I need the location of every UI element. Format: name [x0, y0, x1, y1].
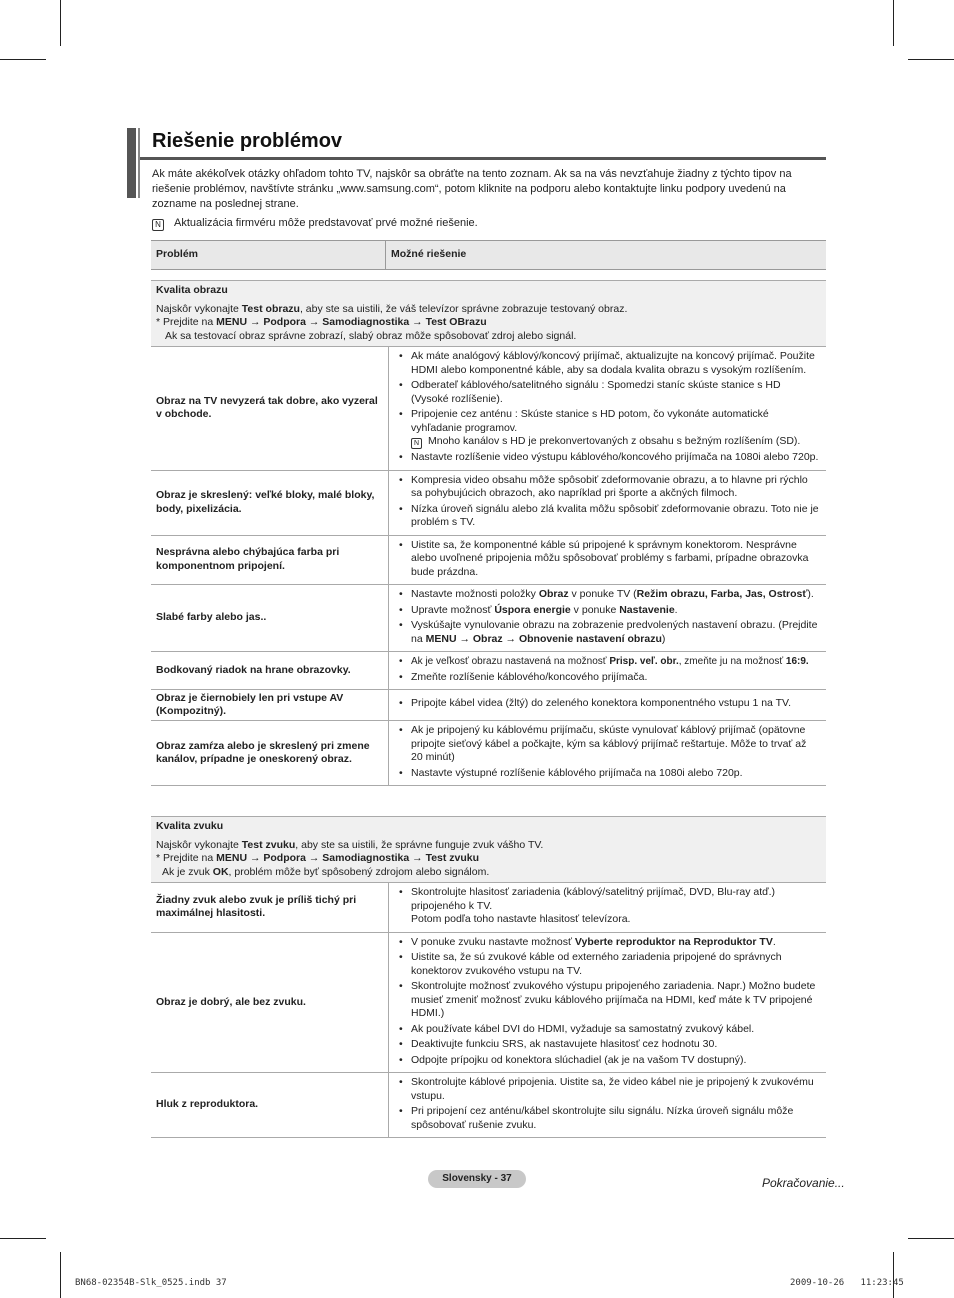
solution-item: • Pripojenie cez anténu : Skúste stanice s HD potom, čo vykonáte automatické vyhľadanie programov. N Mnoho kanálov s HD je prekonvertovaných z obsahu s bežným rozlíšením (SD). — [397, 408, 820, 449]
solution-item: • Nastavte výstupné rozlíšenie káblového prijímača na 1080i alebo 720p. — [397, 767, 820, 781]
solution-item: • Nízka úroveň signálu alebo zlá kvalita môžu spôsobiť zdeformovanie obrazu. Toto nie je problém s TV. — [397, 503, 820, 530]
problem-cell: Nesprávna alebo chýbajúca farba pri komponentnom pripojení. — [151, 535, 389, 585]
video-section-line: * Prejdite na MENU → Podpora → Samodiagnostika → Test OBrazu — [156, 316, 487, 328]
solution-cell — [389, 585, 827, 652]
crop-mark — [893, 1252, 894, 1298]
solution-cell — [389, 721, 827, 786]
table-row — [151, 932, 826, 1073]
title-accent-bar-thin — [138, 128, 140, 198]
solution-item: • Upravte možnosť Úspora energie v ponuke Nastavenie. — [397, 604, 820, 618]
troubleshooting-header — [151, 240, 826, 270]
crop-mark — [908, 59, 954, 60]
solution-item: • Vyskúšajte vynulovanie obrazu na zobrazenie predvolených nastavení obrazu. (Prejdite na MENU → Obraz → Obnovenie nastavení obrazu) — [397, 619, 820, 646]
solution-item: • V ponuke zvuku nastavte možnosť Vyberte reproduktor na Reproduktor TV. — [397, 936, 820, 950]
problem-cell: Žiadny zvuk alebo zvuk je príliš tichý pri maximálnej hlasitosti. — [151, 883, 389, 933]
solution-item: • Ak je veľkosť obrazu nastavená na možnosť Prisp. veľ. obr., zmeňte ju na možnosť 16:9. — [397, 655, 820, 669]
col-problem-header: Problém — [151, 241, 386, 270]
audio-section-line: Ak je zvuk OK, problém môže byť spôsobený zdrojom alebo signálom. — [162, 865, 490, 878]
table-row — [151, 470, 826, 535]
print-date-info: 2009-10-26 ￼ 11:23:45 — [790, 1278, 904, 1288]
solution-item: • Deaktivujte funkciu SRS, ak nastavujete hlasitosť cez hodnotu 30. — [397, 1038, 820, 1052]
firmware-note — [152, 216, 478, 231]
solution-cell — [389, 883, 827, 933]
table-row — [151, 652, 826, 690]
page-number-badge: Slovensky - 37 — [428, 1170, 526, 1188]
table-row — [151, 585, 826, 652]
solution-item: • Pripojte kábel videa (žltý) do zeleného konektora komponentného vstupu 1 na TV. — [397, 697, 820, 711]
solution-cell — [389, 1073, 827, 1138]
problem-cell: Hluk z reproduktora. — [151, 1073, 389, 1138]
crop-mark — [893, 0, 894, 46]
table-row — [151, 347, 826, 471]
solution-item: • Skontrolujte možnosť zvukového výstupu pripojeného zariadenia. Napr.) Možno budete musieť zmeniť možnosť zvuku káblového prijímača na HDMI, keď máte k TV pripojené HDMI.) — [397, 980, 820, 1021]
col-solution-header: Možné riešenie — [386, 241, 827, 270]
audio-section-line: * Prejdite na MENU → Podpora → Samodiagnostika → Test zvuku — [156, 852, 480, 864]
table-row — [151, 535, 826, 585]
solution-cell — [389, 690, 827, 721]
audio-section-title: Kvalita zvuku — [156, 820, 224, 832]
note-icon: N — [152, 219, 164, 231]
problem-cell: Obraz na TV nevyzerá tak dobre, ako vyzeral v obchode. — [151, 347, 389, 471]
solution-item: • Skontrolujte hlasitosť zariadenia (káblový/satelitný prijímač, DVD, Blu-ray atď.) pripojeného k TV. Potom podľa toho nastavte hlasitosť televízora. — [397, 886, 820, 927]
note-text: Aktualizácia firmvéru môže predstavovať prvé možné riešenie. — [174, 217, 478, 229]
problem-cell: Obraz zamŕza alebo je skreslený pri zmene kanálov, prípadne je oneskorený obraz. — [151, 721, 389, 786]
solution-cell — [389, 652, 827, 690]
solution-item: • Skontrolujte káblové pripojenia. Uistite sa, že video kábel nie je pripojený k zvukovému vstupu. — [397, 1076, 820, 1103]
problem-cell: Obraz je dobrý, ale bez zvuku. — [151, 932, 389, 1073]
solution-item: • Odberateľ káblového/satelitného signálu : Spomedzi staníc skúste stanice s HD (Vysoké rozlíšenie). — [397, 379, 820, 406]
audio-section-line: Najskôr vykonajte Test zvuku, aby ste sa uistili, že správne funguje zvuk vášho TV. — [156, 838, 544, 851]
video-section-line: Ak sa testovací obraz správne zobrazí, slabý obraz môže spôsobovať zdroj alebo signál. — [165, 329, 577, 342]
solution-item: • Ak používate kábel DVI do HDMI, vyžaduje sa samostatný zvukový kábel. — [397, 1023, 820, 1037]
continue-label: Pokračovanie... — [762, 1176, 845, 1190]
crop-mark — [0, 1238, 46, 1239]
title-accent-bar — [127, 128, 136, 198]
solution-cell — [389, 932, 827, 1073]
table-row — [151, 690, 826, 721]
print-file-info: BN68-02354B-Slk_0525.indb 37 — [75, 1278, 227, 1288]
crop-mark — [908, 1238, 954, 1239]
solution-item: • Uistite sa, že komponentné káble sú pripojené k správnym konektorom. Nesprávne alebo uvoľnené pripojenia môžu spôsobovať problémy s farbami, prípadne obrazovka bude prázdna. — [397, 539, 820, 580]
note-icon: N — [411, 438, 422, 449]
crop-mark — [60, 1252, 61, 1298]
solution-item: • Pri pripojení cez anténu/kábel skontrolujte silu signálu. Nízka úroveň signálu môže spôsobovať rušenie zvuku. — [397, 1105, 820, 1132]
problem-cell: Obraz je skreslený: veľké bloky, malé bloky, body, pixelizácia. — [151, 470, 389, 535]
table-row — [151, 883, 826, 933]
video-section-intro — [151, 281, 826, 347]
solution-cell — [389, 347, 827, 471]
solution-cell — [389, 535, 827, 585]
crop-mark — [0, 59, 46, 60]
solution-cell — [389, 470, 827, 535]
solution-item: • Kompresia video obsahu môže spôsobiť zdeformovanie obrazu, a to hlavne pri rýchlo sa pohybujúcich obrazoch, ako napríklad pri športe a akčných filmoch. — [397, 474, 820, 501]
solution-item: • Zmeňte rozlíšenie káblového/koncového prijímača. — [397, 671, 820, 685]
table-row — [151, 721, 826, 786]
solution-item: • Odpojte prípojku od konektora slúchadiel (ak je na vašom TV dostupný). — [397, 1054, 820, 1068]
page-title: Riešenie problémov — [152, 130, 343, 152]
audio-quality-table — [151, 816, 826, 1138]
video-quality-table — [151, 280, 826, 786]
problem-cell: Obraz je čiernobiely len pri vstupe AV (Kompozitný). — [151, 690, 389, 721]
audio-section-intro — [151, 817, 826, 883]
solution-item: • Ak máte analógový káblový/koncový prijímač, aktualizujte na koncový prijímač. Použite HDMI alebo komponentné káble, aby sa dodala kvalita obrazu s vysokým rozlíšením. — [397, 350, 820, 377]
video-section-title: Kvalita obrazu — [156, 284, 228, 296]
video-section-line: Najskôr vykonajte Test obrazu, aby ste sa uistili, že váš televízor správne zobrazuje testovaný obraz. — [156, 302, 628, 315]
solution-item: • Uistite sa, že sú zvukové káble od externého zariadenia pripojené do správnych konektorov zvukového vstupu na TV. — [397, 951, 820, 978]
intro-text: Ak máte akékoľvek otázky ohľadom tohto TV, najskôr sa obráťte na tento zoznam. Ak sa na vás nevzťahuje žiadny z týchto tipov na riešenie problémov, navštívte stránku „www.samsung.com“, potom kliknite na podporu alebo kontaktujte linku podpory uvedenú na zozname na poslednej strane. — [152, 168, 792, 210]
crop-mark — [60, 0, 61, 46]
solution-item: • Nastavte rozlíšenie video výstupu káblového/koncového prijímača na 1080i alebo 720p. — [397, 451, 820, 465]
problem-cell: Bodkovaný riadok na hrane obrazovky. — [151, 652, 389, 690]
solution-item: • Nastavte možnosti položky Obraz v ponuke TV (Režim obrazu, Farba, Jas, Ostrosť). — [397, 588, 820, 602]
table-row — [151, 1073, 826, 1138]
solution-item: • Ak je pripojený ku káblovému prijímaču, skúste vynulovať káblový prijímač (opätovne pripojte sieťový kábel a počkajte, kým sa káblový prijímač reštartuje. Môže to trvať až 20 minút) — [397, 724, 820, 765]
problem-cell: Slabé farby alebo jas.. — [151, 585, 389, 652]
title-rule — [140, 157, 826, 160]
